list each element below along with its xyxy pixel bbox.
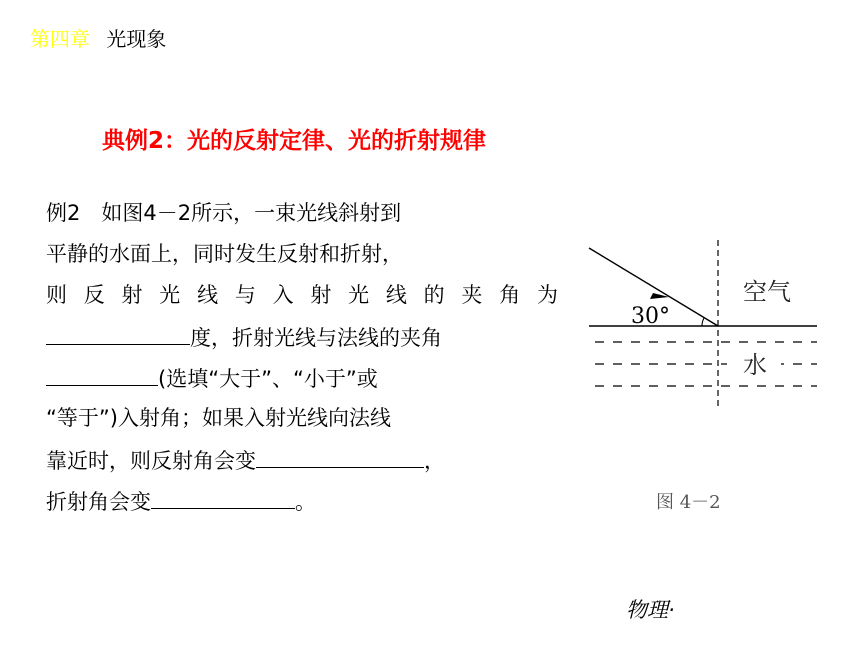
problem-text: [46, 196, 558, 524]
chapter-header: [30, 26, 166, 52]
problem-line-7: [46, 442, 558, 483]
problem-line-3-char: 角: [499, 283, 521, 307]
answer-blank-4[interactable]: [151, 483, 295, 509]
problem-line-3-char: 线: [197, 283, 219, 307]
answer-blank-1[interactable]: [46, 319, 190, 345]
figure-caption: 图 4－2: [656, 492, 721, 513]
problem-line-3-char: 光: [348, 283, 370, 307]
answer-blank-2[interactable]: [46, 360, 158, 386]
problem-line-6: “等于”)入射角；如果入射光线向法线: [46, 406, 391, 430]
problem-line-3-char: 夹: [461, 283, 483, 307]
answer-blank-3[interactable]: [256, 442, 424, 468]
problem-line-3-char: 射: [121, 283, 143, 307]
problem-line-2: 平静的水面上，同时发生反射和折射，: [46, 242, 403, 266]
subject-footer: 物理·: [626, 598, 675, 622]
problem-line-5-text: (选填“大于”、“小于”或: [158, 367, 378, 391]
problem-line-3-char: 与: [234, 283, 256, 307]
problem-line-4: [46, 319, 558, 360]
problem-line-3: [46, 278, 558, 319]
chapter-number: 第四章: [30, 27, 90, 51]
water-label: 水: [743, 351, 767, 379]
problem-line-7-text: 靠近时，则反射角会变: [46, 449, 256, 473]
problem-line-8-text: 折射角会变: [46, 490, 151, 514]
reflection-diagram: [585, 240, 825, 420]
problem-line-3-char: 入: [272, 283, 294, 307]
problem-line-3-char: 线: [385, 283, 407, 307]
problem-line-3-char: 光: [159, 283, 181, 307]
problem-line-1: 例2 如图4－2所示，一束光线斜射到: [46, 201, 402, 225]
problem-line-3-char: 射: [310, 283, 332, 307]
problem-line-3-char: 为: [536, 283, 558, 307]
chapter-topic: 光现象: [106, 27, 167, 51]
problem-line-7-end: ，: [424, 449, 445, 473]
problem-line-5: [46, 360, 558, 401]
example-title: 典例2：光的反射定律、光的折射规律: [102, 128, 487, 154]
problem-line-4-text: 度，折射光线与法线的夹角: [190, 326, 442, 350]
problem-line-3-char: 则: [46, 283, 67, 307]
problem-line-3-char: 反: [83, 283, 105, 307]
problem-line-8-end: 。: [295, 490, 316, 514]
angle-arc: [702, 318, 704, 326]
air-label: 空气: [743, 278, 791, 306]
angle-label: 30°: [631, 304, 670, 329]
problem-line-3-char: 的: [423, 283, 445, 307]
problem-line-8: [46, 483, 558, 524]
